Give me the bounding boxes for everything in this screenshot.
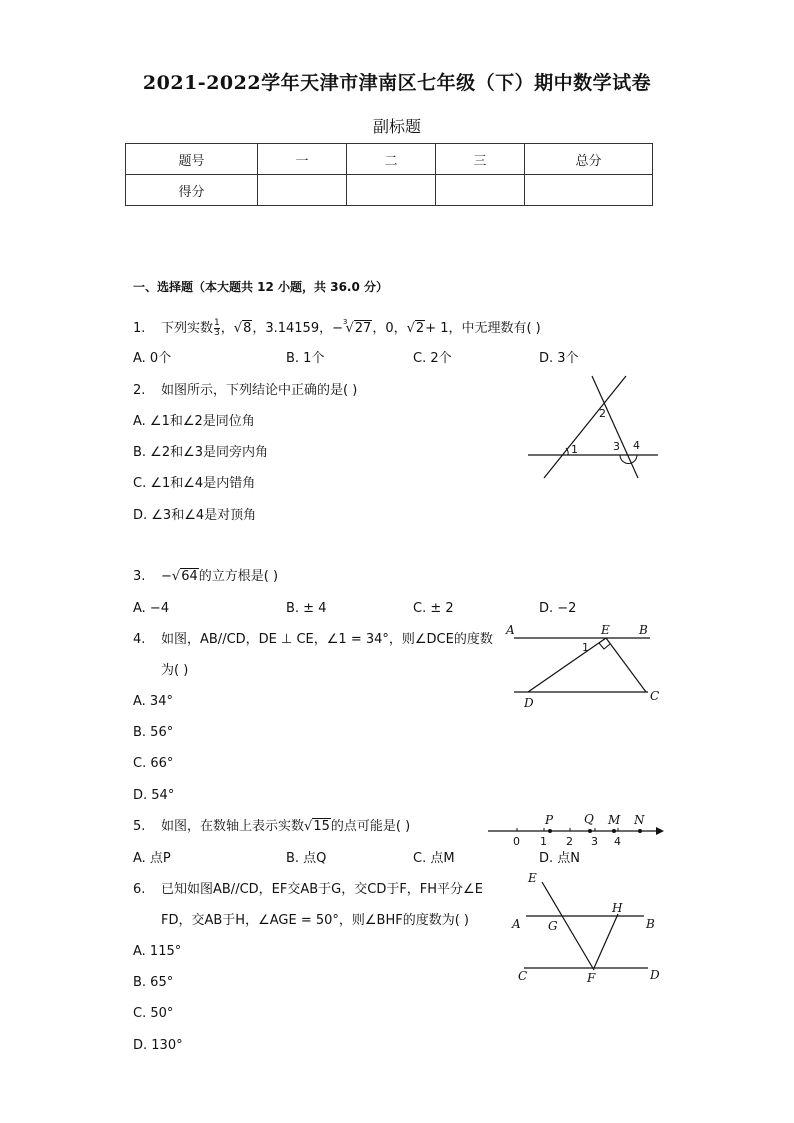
question-number: 2. xyxy=(133,383,146,398)
question-number: 5. xyxy=(133,819,146,834)
score-header-cell: 二 xyxy=(347,144,436,175)
score-row-label: 得分 xyxy=(126,175,258,206)
sqrt-sign: √ xyxy=(406,321,415,336)
point-n xyxy=(638,829,642,833)
option-d[interactable]: D. −2 xyxy=(539,601,577,616)
point-label-c: C xyxy=(650,689,660,703)
transversal-1 xyxy=(544,376,626,478)
option-d[interactable]: D. ∠3和∠4是对顶角 xyxy=(133,508,257,523)
option-d[interactable]: D. 3个 xyxy=(539,351,579,366)
score-header-cell: 题号 xyxy=(126,144,258,175)
score-cell[interactable] xyxy=(347,175,436,206)
question-text: 如图，在数轴上表示实数 xyxy=(161,819,305,834)
q2-figure xyxy=(520,370,665,485)
point-label-m: M xyxy=(608,813,621,827)
question-text: 下列实数 xyxy=(161,321,214,336)
option-c[interactable]: C. 2个 xyxy=(413,351,452,366)
option-b[interactable]: B. ∠2和∠3是同旁内角 xyxy=(133,445,269,460)
point-label-c: C xyxy=(518,969,528,983)
point-label-q: Q xyxy=(584,812,594,826)
angle-label-1: 1 xyxy=(571,443,578,456)
fraction: $\frac{1}{3}$ xyxy=(214,318,220,338)
question-text: 如图，AB//CD，DE ⊥ CE，∠1 = 34°，则∠DCE的度数 xyxy=(161,632,493,647)
question-text: 的立方根是( ) xyxy=(198,569,279,584)
angle-label-4: 4 xyxy=(633,439,640,452)
option-c[interactable]: C. 66° xyxy=(133,756,174,771)
question-number: 6. xyxy=(133,882,146,897)
question-number: 3. xyxy=(133,569,146,584)
segment-ec xyxy=(606,638,646,692)
score-header-cell: 三 xyxy=(436,144,525,175)
angle-label-3: 3 xyxy=(613,440,620,453)
axis-arrow xyxy=(656,827,664,835)
point-label-b: B xyxy=(639,623,648,637)
tick-label-4: 4 xyxy=(614,835,621,848)
option-a[interactable]: A. 34° xyxy=(133,694,173,709)
score-header-cell: 总分 xyxy=(525,144,653,175)
option-d[interactable]: D. 54° xyxy=(133,788,175,803)
radicand: 2 xyxy=(415,321,425,336)
option-c[interactable]: C. ∠1和∠4是内错角 xyxy=(133,476,256,491)
option-c[interactable]: C. ± 2 xyxy=(413,601,454,616)
section-title: 一、选择题（本大题共 12 小题，共 36.0 分） xyxy=(133,280,389,294)
question-4-line-2: 为( ) xyxy=(161,663,189,678)
point-m xyxy=(612,829,616,833)
q4-figure xyxy=(500,618,670,710)
radicand: 15 xyxy=(313,819,330,834)
angle-label-2: 2 xyxy=(599,407,606,420)
option-a[interactable]: A. 115° xyxy=(133,944,182,959)
option-d[interactable]: D. 130° xyxy=(133,1038,183,1053)
page-title: 2021-2022学年天津市津南区七年级（下）期中数学试卷 xyxy=(142,72,652,94)
point-label-e: E xyxy=(601,623,610,637)
option-a[interactable]: A. 0个 xyxy=(133,351,172,366)
point-label-e: E xyxy=(528,871,537,885)
tick-label-1: 1 xyxy=(540,835,547,848)
radicand: 8 xyxy=(243,321,252,336)
question-4 xyxy=(133,630,493,650)
score-table xyxy=(125,143,653,206)
segment-de xyxy=(528,638,606,692)
score-table-header-row xyxy=(126,144,653,175)
sqrt-sign: √ xyxy=(171,569,181,584)
option-a[interactable]: A. −4 xyxy=(133,601,170,616)
point-label-g: G xyxy=(548,919,558,933)
point-label-a: A xyxy=(512,917,521,931)
sqrt-sign: √ xyxy=(304,819,313,834)
score-header-cell: 一 xyxy=(258,144,347,175)
q6-figure xyxy=(508,866,668,988)
option-a[interactable]: A. ∠1和∠2是同位角 xyxy=(133,414,255,429)
sqrt-sign: √ xyxy=(233,321,243,336)
option-c[interactable]: C. 点M xyxy=(413,851,455,866)
tick-label-2: 2 xyxy=(566,835,573,848)
score-table-score-row xyxy=(126,175,653,206)
tick-label-3: 3 xyxy=(591,835,598,848)
question-number: 4. xyxy=(133,632,146,647)
question-text: 已知如图AB//CD，EF交AB于G，交CD于F，FH平分∠E xyxy=(161,882,483,897)
question-6 xyxy=(133,880,483,900)
point-label-h: H xyxy=(612,901,623,915)
point-label-p: P xyxy=(545,813,554,827)
score-cell[interactable] xyxy=(525,175,653,206)
point-q xyxy=(588,829,592,833)
point-label-d: D xyxy=(650,968,660,982)
point-label-d: D xyxy=(524,696,534,710)
angle-label-1: 1 xyxy=(582,641,589,654)
question-1: 1. 下列实数 $\frac{1}{3}$ ，√8，3.14159，−$^3$√27，0，√2+ 1，中无理数有( ) xyxy=(133,318,541,338)
tick-label-0: 0 xyxy=(513,835,520,848)
root-index: 3 xyxy=(343,318,348,326)
option-a[interactable]: A. 点P xyxy=(133,851,171,866)
point-label-a: A xyxy=(506,623,515,637)
radicand: 64 xyxy=(181,569,198,584)
q5-number-line xyxy=(484,810,666,852)
option-b[interactable]: B. 点Q xyxy=(286,851,327,866)
right-angle-mark xyxy=(599,643,610,649)
point-p xyxy=(548,829,552,833)
page-subtitle: 副标题 xyxy=(372,117,421,136)
sqrt-sign: √ xyxy=(345,321,354,336)
question-5: 5. 如图，在数轴上表示实数√15的点可能是( ) xyxy=(133,817,410,837)
option-b[interactable]: B. 65° xyxy=(133,975,174,990)
point-label-n: N xyxy=(634,813,645,827)
question-text: 如图所示，下列结论中正确的是( ) xyxy=(161,383,358,398)
option-b[interactable]: B. 1个 xyxy=(286,351,325,366)
option-b[interactable]: B. 56° xyxy=(133,725,174,740)
question-3: 3. −√64的立方根是( ) xyxy=(133,567,278,587)
score-cell[interactable] xyxy=(258,175,347,206)
radicand: 27 xyxy=(354,321,372,336)
option-b[interactable]: B. ± 4 xyxy=(286,601,327,616)
segment-fh xyxy=(594,914,618,968)
question-6-line-2: FD，交AB于H，∠AGE = 50°，则∠BHF的度数为( ) xyxy=(161,913,469,928)
option-d[interactable]: D. 点N xyxy=(539,851,580,866)
score-cell[interactable] xyxy=(436,175,525,206)
option-c[interactable]: C. 50° xyxy=(133,1006,174,1021)
question-number: 1. xyxy=(133,321,146,336)
point-label-f: F xyxy=(587,971,596,985)
question-2 xyxy=(133,381,357,401)
point-label-b: B xyxy=(646,917,655,931)
